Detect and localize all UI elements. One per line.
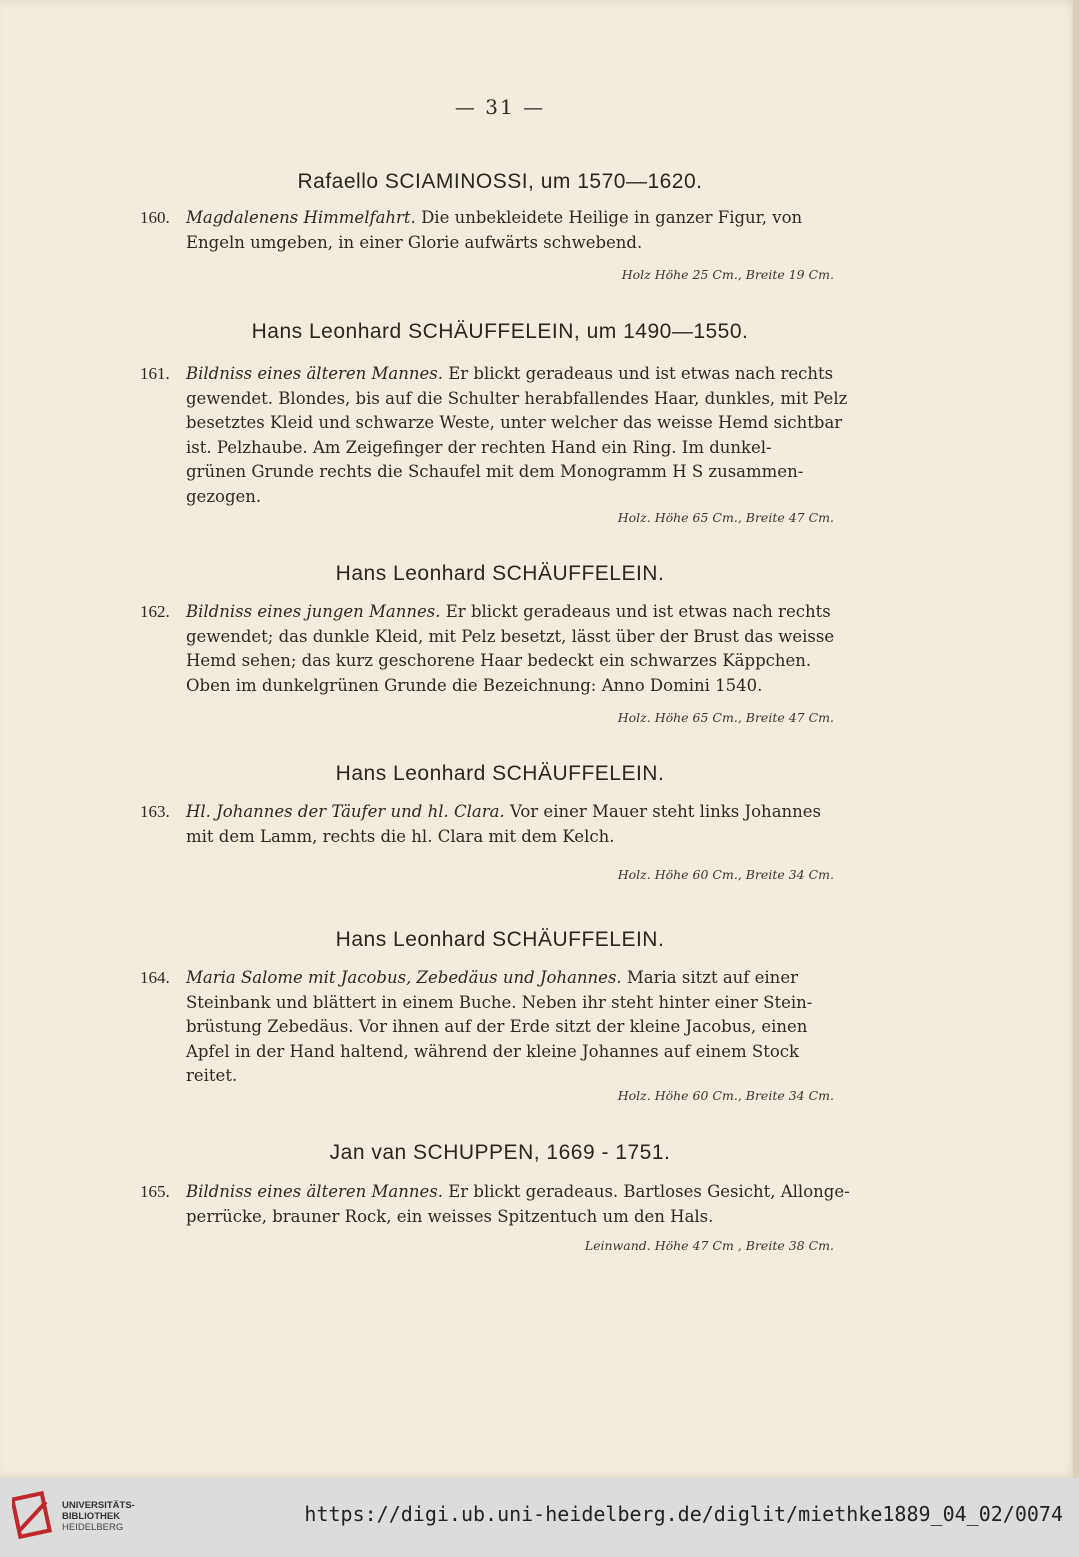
- artist-heading: Jan van SCHUPPEN, 1669 - 1751.: [329, 1141, 671, 1164]
- entry-line: Oben im dunkelgrünen Grunde die Bezeichnung: Anno Domini 1540.: [186, 675, 763, 695]
- page-edge: [1073, 0, 1079, 1478]
- entry-line: gewendet; das dunkle Kleid, mit Pelz besetzt, lässt über der Brust das weisse: [186, 626, 835, 646]
- entry-line: grünen Grunde rechts die Schaufel mit dem Monogramm H S zusammen-: [186, 462, 804, 481]
- entry-number: 165.: [140, 1182, 170, 1201]
- logo-line: UNIVERSITÄTS-: [62, 1500, 135, 1511]
- entry-title: Bildniss eines älteren Mannes.: [186, 364, 443, 383]
- entry-medium-dimensions: Holz. Höhe 60 Cm., Breite 34 Cm.: [617, 867, 834, 882]
- entry-line: Steinbank und blättert in einem Buche. Neben ihr steht hinter einer Stein-: [186, 992, 813, 1012]
- entry-line: Er blickt geradeaus. Bartloses Gesicht, Allonge-: [448, 1182, 850, 1201]
- library-logo-text: [62, 1500, 135, 1533]
- entry-line: gezogen.: [186, 486, 262, 506]
- entry-line: Er blickt geradeaus und ist etwas nach rechts: [445, 602, 831, 621]
- entry-line: reitet.: [186, 1066, 238, 1085]
- entry-medium-dimensions: Leinwand. Höhe 47 Cm , Breite 38 Cm.: [584, 1238, 834, 1253]
- entry-line: Hemd sehen; das kurz geschorene Haar bedeckt ein schwarzes Käppchen.: [186, 651, 812, 670]
- entry-number: 164.: [140, 968, 170, 987]
- entry-number: 163.: [140, 802, 170, 821]
- entry-medium-dimensions: Holz Höhe 25 Cm., Breite 19 Cm.: [621, 267, 834, 282]
- artist-heading: Hans Leonhard SCHÄUFFELEIN.: [335, 562, 665, 585]
- entry-title: Hl. Johannes der Täufer und hl. Clara.: [186, 802, 505, 821]
- entry-line: ist. Pelzhaube. Am Zeigefinger der rechten Hand ein Ring. Im dunkel-: [186, 437, 772, 457]
- entry-line: mit dem Lamm, rechts die hl. Clara mit dem Kelch.: [186, 826, 615, 846]
- entry-text: [186, 206, 866, 255]
- entry-line: besetztes Kleid und schwarze Weste, unter welcher das weisse Hemd sichtbar: [186, 413, 843, 432]
- entry-line: brüstung Zebedäus. Vor ihnen auf der Erde sitzt der kleine Jacobus, einen: [186, 1017, 808, 1036]
- entry-line: Vor einer Mauer steht links Johannes: [509, 802, 822, 821]
- entry-title: Bildniss eines älteren Mannes.: [186, 1182, 443, 1201]
- entry-medium-dimensions: Holz. Höhe 60 Cm., Breite 34 Cm.: [617, 1088, 834, 1103]
- entry-number: 162.: [140, 602, 170, 621]
- entry-line: Maria sitzt auf einer: [626, 968, 798, 987]
- entry-text: [186, 800, 866, 849]
- artist-heading: Rafaello SCIAMINOSSI, um 1570—1620.: [297, 170, 703, 193]
- artist-heading: Hans Leonhard SCHÄUFFELEIN.: [335, 928, 665, 951]
- entry-title: Maria Salome mit Jacobus, Zebedäus und Johannes.: [186, 968, 622, 987]
- entry-line: gewendet. Blondes, bis auf die Schulter herabfallendes Haar, dunkles, mit Pelz: [186, 388, 848, 408]
- entry-number: 160.: [140, 208, 170, 227]
- library-footer-bar: [0, 1478, 1079, 1557]
- entry-line: Er blickt geradeaus und ist etwas nach rechts: [448, 364, 834, 383]
- logo-line: HEIDELBERG: [62, 1522, 124, 1533]
- permalink-url[interactable]: https://digi.ub.uni-heidelberg.de/diglit/miethke1889_04_02/0074: [304, 1502, 1063, 1526]
- entry-title: Magdalenens Himmelfahrt.: [186, 208, 416, 227]
- artist-heading: Hans Leonhard SCHÄUFFELEIN.: [335, 762, 665, 785]
- entry-line: perrücke, brauner Rock, ein weisses Spitzentuch um den Hals.: [186, 1206, 714, 1226]
- entry-medium-dimensions: Holz. Höhe 65 Cm., Breite 47 Cm.: [617, 510, 834, 525]
- artist-heading: Hans Leonhard SCHÄUFFELEIN, um 1490—1550.: [251, 320, 749, 343]
- entry-text: [186, 362, 866, 509]
- page-number: — 31 —: [454, 95, 546, 119]
- entry-text: [186, 600, 866, 698]
- logo-line: BIBLIOTHEK: [62, 1511, 121, 1522]
- entry-line: Die unbekleidete Heilige in ganzer Figur, von: [421, 208, 803, 227]
- entry-text: [186, 966, 866, 1089]
- library-logo-icon: [12, 1490, 54, 1542]
- entry-line: Apfel in der Hand haltend, während der kleine Johannes auf einem Stock: [186, 1041, 800, 1061]
- entry-text: [186, 1180, 866, 1229]
- entry-title: Bildniss eines jungen Mannes.: [186, 602, 441, 621]
- entry-line: Engeln umgeben, in einer Glorie aufwärts schwebend.: [186, 232, 643, 252]
- entry-medium-dimensions: Holz. Höhe 65 Cm., Breite 47 Cm.: [617, 710, 834, 725]
- entry-number: 161.: [140, 364, 170, 383]
